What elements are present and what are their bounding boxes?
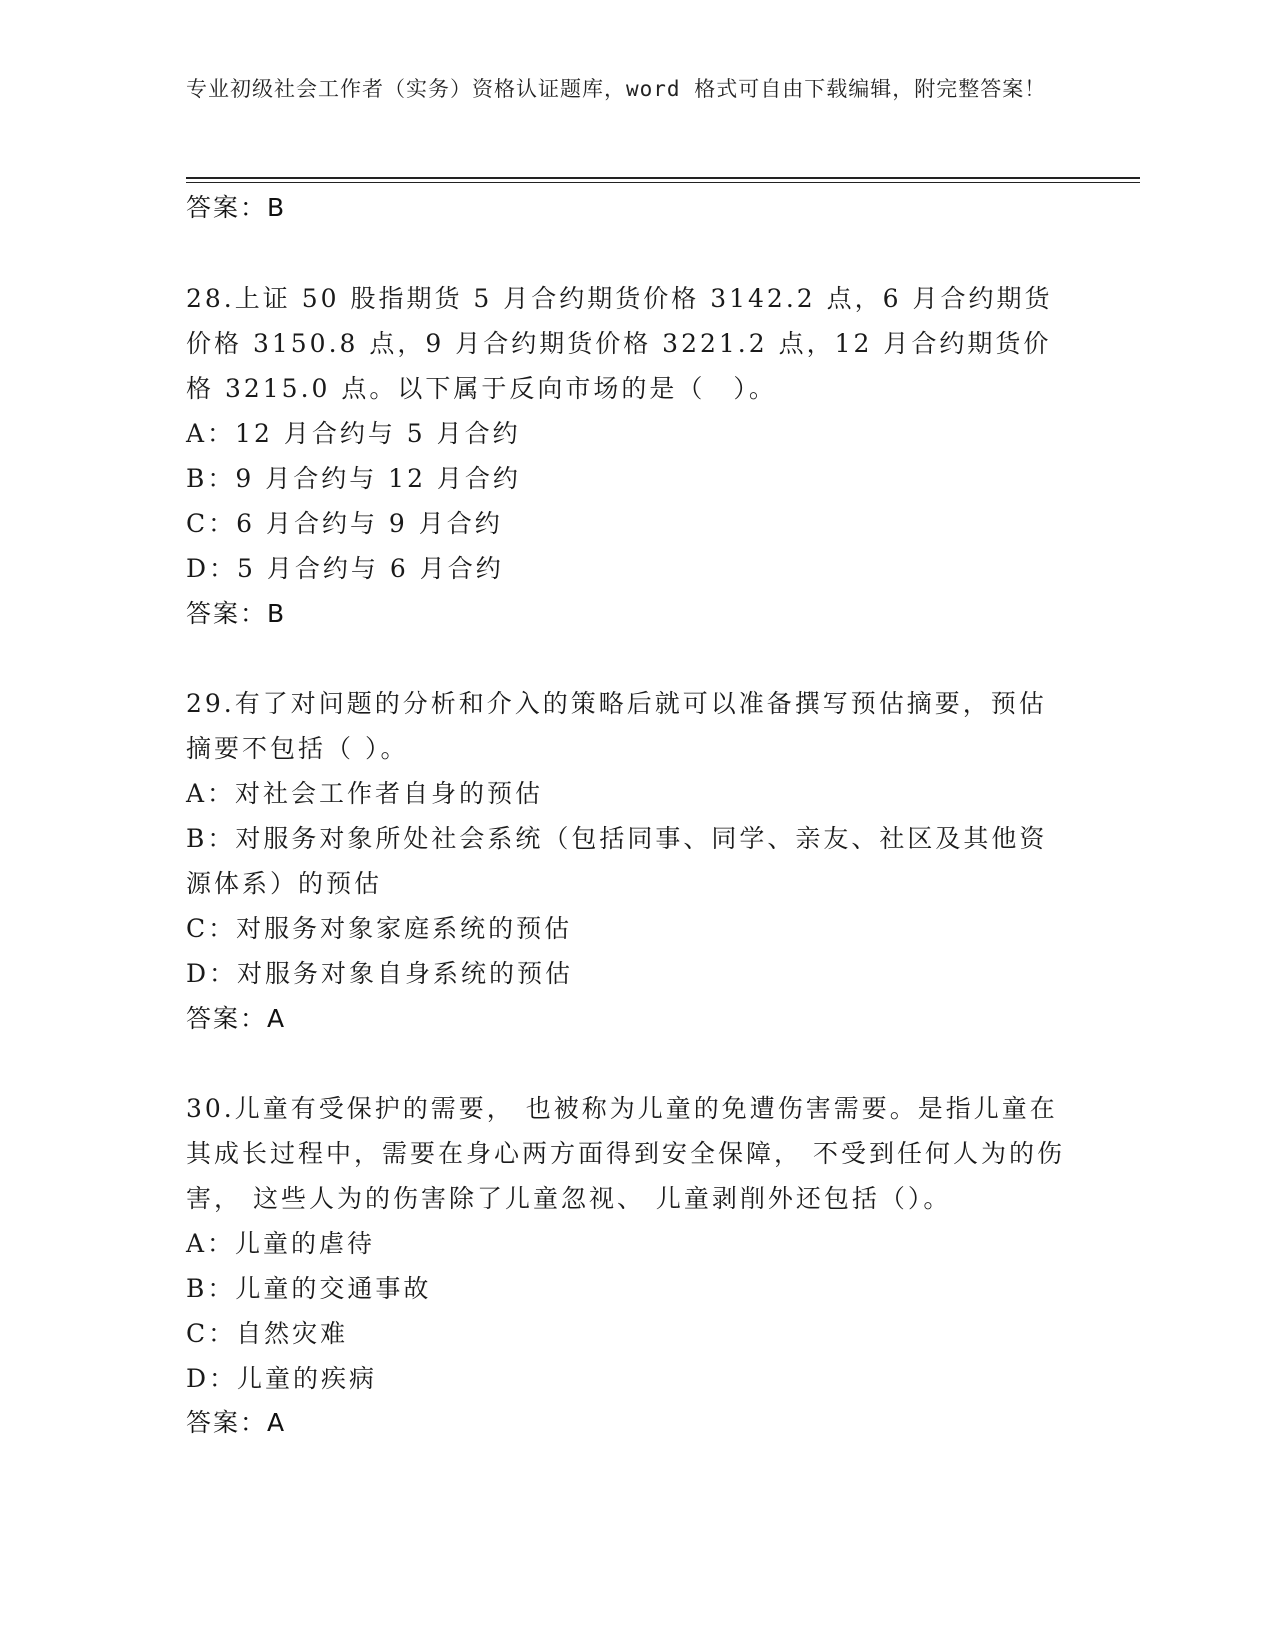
option-b: B：儿童的交通事故 bbox=[186, 1274, 432, 1303]
question-30 bbox=[186, 1086, 1066, 1401]
question-stem: 28.上证 50 股指期货 5 月合约期货价格 3142.2 点，6 月合约期货价格 3150.8 点，9 月合约期货价格 3221.2 点，12 月合约期货价格 3215.0 点。以下属于反向市场的是（ ）。 bbox=[186, 284, 1053, 403]
answer-29: 答案：A bbox=[186, 1004, 287, 1033]
question-stem: 29.有了对问题的分析和介入的策略后就可以准备撰写预估摘要，预估摘要不包括（ ）。 bbox=[186, 689, 1047, 763]
option-c: C：6 月合约与 9 月合约 bbox=[186, 509, 503, 538]
option-a: A：儿童的虐待 bbox=[186, 1229, 376, 1258]
question-28 bbox=[186, 276, 1066, 591]
question-stem: 30.儿童有受保护的需要， 也被称为儿童的免遭伤害需要。是指儿童在其成长过程中，需要在身心两方面得到安全保障， 不受到任何人为的伤害， 这些人为的伤害除了儿童忽视、 儿童剥削外还包括（）。 bbox=[186, 1094, 1065, 1213]
header-divider-thin bbox=[186, 182, 1140, 183]
option-c: C：对服务对象家庭系统的预估 bbox=[186, 914, 573, 943]
answer-30: 答案：A bbox=[186, 1408, 287, 1437]
option-d: D：儿童的疾病 bbox=[186, 1364, 378, 1393]
question-29 bbox=[186, 681, 1066, 996]
option-b: B：对服务对象所处社会系统（包括同事、同学、亲友、社区及其他资源体系）的预估 bbox=[186, 824, 1048, 898]
answer-28: 答案：B bbox=[186, 599, 287, 628]
option-c: C：自然灾难 bbox=[186, 1319, 349, 1348]
option-d: D：对服务对象自身系统的预估 bbox=[186, 959, 574, 988]
header-divider bbox=[186, 177, 1140, 179]
option-d: D：5 月合约与 6 月合约 bbox=[186, 554, 504, 583]
option-b: B：9 月合约与 12 月合约 bbox=[186, 464, 521, 493]
page-header: 专业初级社会工作者（实务）资格认证题库，word 格式可自由下载编辑，附完整答案！ bbox=[186, 77, 1047, 101]
option-a: A：对社会工作者自身的预估 bbox=[186, 779, 544, 808]
option-a: A：12 月合约与 5 月合约 bbox=[186, 419, 521, 448]
answer-27: 答案：B bbox=[186, 193, 287, 222]
